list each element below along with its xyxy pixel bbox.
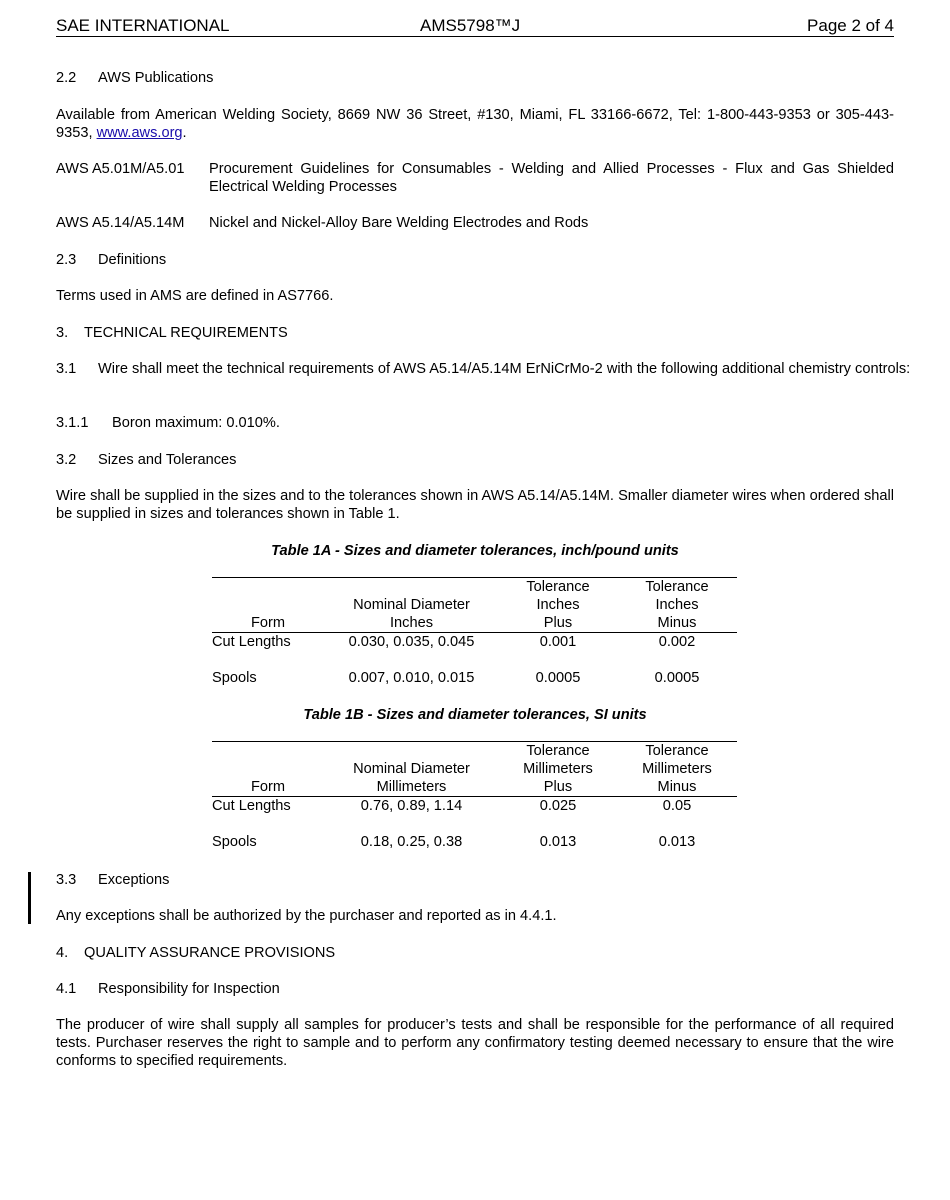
table-1a-caption: Table 1A - Sizes and diameter tolerances, inch/pound units (271, 543, 679, 559)
table-row: Spools 0.007, 0.010, 0.015 0.0005 0.0005 (212, 670, 700, 686)
definitions-paragraph: Terms used in AMS are defined in AS7766. (56, 288, 334, 304)
table-row: Cut Lengths 0.030, 0.035, 0.045 0.001 0.002 (212, 634, 696, 650)
reference-aws-a5-14 (56, 214, 894, 232)
aws-website-link[interactable]: www.aws.org (96, 125, 183, 141)
header-document-number: AMS5798™J (420, 16, 521, 35)
section-3-2-heading: 3.2 Sizes and Tolerances (56, 452, 237, 468)
sizes-paragraph: Wire shall be supplied in the sizes and to the tolerances shown in AWS A5.14/A5.14M. Smaller diameter wires when ordered shall be supplied in sizes and tolerances shown in Table 1. (56, 488, 894, 522)
revision-change-bar (28, 872, 31, 924)
responsibility-paragraph: The producer of wire shall supply all samples for producer’s tests and shall be responsible for the performance of all required tests. Purchaser reserves the right to sample and to perform any confirmatory testing deemed necessary to ensure that the wire conforms to specified requirements. (56, 1017, 894, 1069)
section-4-1-heading: 4.1 Responsibility for Inspection (56, 981, 280, 997)
column-header-tolerance-plus: Tolerance Millimeters Plus (499, 742, 617, 797)
section-3-heading: 3. TECHNICAL REQUIREMENTS (56, 325, 288, 341)
reference-description: Procurement Guidelines for Consumables - Welding and Allied Processes - Flux and Gas Shielded Electrical Welding Processes (209, 161, 894, 195)
section-4-heading: 4. QUALITY ASSURANCE PROVISIONS (56, 945, 336, 961)
column-header-nominal: Nominal Diameter Inches (324, 578, 499, 633)
section-3-1-paragraph: 3.1 Wire shall meet the technical requirements of AWS A5.14/A5.14M ErNiCrMo-2 with the following additional chemistry controls: (56, 361, 911, 377)
table-1b (212, 741, 737, 851)
aws-availability-paragraph: Available from American Welding Society, 8669 NW 36 Street, #130, Miami, FL 33166-6672, Tel: 1-800-443-9353 or 305-443-9353, www.aws.org. (56, 107, 894, 141)
column-header-nominal: Nominal Diameter Millimeters (324, 742, 499, 797)
section-2-3-heading: 2.3 Definitions (56, 252, 167, 268)
column-header-tolerance-minus: Tolerance Millimeters Minus (617, 742, 737, 797)
section-2-2-heading: 2.2 AWS Publications (56, 70, 214, 86)
reference-description: Nickel and Nickel-Alloy Bare Welding Electrodes and Rods (209, 215, 589, 231)
table-1a (212, 577, 737, 687)
column-header-tolerance-minus: Tolerance Inches Minus (617, 578, 737, 633)
reference-code: AWS A5.01M/A5.01 (56, 161, 185, 177)
header-organization: SAE INTERNATIONAL (56, 16, 230, 35)
reference-code: AWS A5.14/A5.14M (56, 215, 185, 231)
header-page-number: Page 2 of 4 (807, 16, 894, 35)
table-row: Spools 0.18, 0.25, 0.38 0.013 0.013 (212, 834, 696, 850)
section-3-3-heading: 3.3 Exceptions (56, 872, 170, 888)
reference-aws-a5-01 (56, 160, 894, 196)
column-header-form: Form (212, 578, 324, 633)
table-row: Cut Lengths 0.76, 0.89, 1.14 0.025 0.05 (212, 798, 692, 814)
column-header-tolerance-plus: Tolerance Inches Plus (499, 578, 617, 633)
section-3-1-1-paragraph: 3.1.1 Boron maximum: 0.010%. (56, 415, 280, 431)
exceptions-paragraph: Any exceptions shall be authorized by the purchaser and reported as in 4.4.1. (56, 908, 557, 924)
page-header (56, 16, 894, 37)
table-1b-caption: Table 1B - Sizes and diameter tolerances, SI units (303, 707, 647, 723)
column-header-form: Form (212, 742, 324, 797)
